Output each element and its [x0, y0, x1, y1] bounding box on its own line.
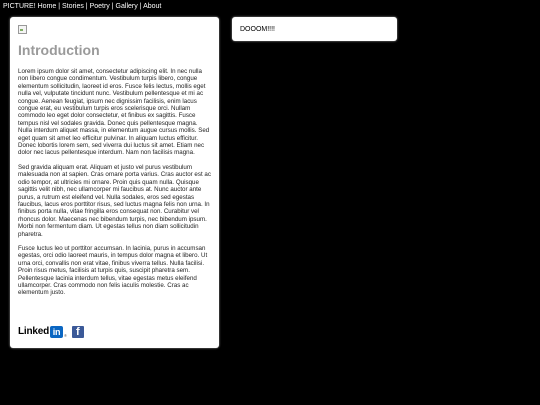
brand-title: PICTURE! — [3, 3, 36, 10]
linkedin-in-box: in — [50, 326, 63, 338]
nav-separator: | — [85, 3, 88, 10]
linkedin-icon[interactable] — [18, 323, 67, 342]
nav-separator: | — [111, 3, 114, 10]
linkedin-text: Linked — [18, 326, 50, 337]
paragraph: Fusce luctus leo ut porttitor accumsan. In lacinia, purus in accumsan egestas, orci odio laoreet mauris, in tempus dolor magna et libero. Ut urna orci, convallis non erat vitae, finibus viverra tellus. Nulla facilisi. Proin risus metus, facilisis at turpis quis, suscipit pharetra sem. Pellentesque lacinia interdum tellus, vitae egestas metus eleifend ullamcorper. Cras commodo non felis iaculis molestie. Cras ac elementum justo. — [18, 244, 208, 297]
nav-about-link[interactable]: About — [143, 3, 162, 10]
facebook-icon[interactable] — [72, 326, 84, 338]
nav-home-link[interactable]: Home — [37, 3, 57, 10]
page-title: Introduction — [18, 42, 100, 58]
nav-poetry-link[interactable]: Poetry — [89, 3, 110, 10]
facebook-glyph: f — [75, 326, 80, 338]
article-content — [18, 68, 211, 304]
introduction-card — [10, 17, 219, 348]
nav-separator: | — [58, 3, 61, 10]
nav-separator: | — [139, 3, 142, 10]
social-links — [18, 325, 84, 339]
broken-image-icon — [18, 25, 27, 34]
nav-gallery-link[interactable]: Gallery — [115, 3, 138, 10]
linkedin-registered-mark: ® — [64, 332, 67, 338]
top-navigation — [3, 2, 161, 12]
nav-stories-link[interactable]: Stories — [62, 3, 84, 10]
paragraph: Sed gravida aliquam erat. Aliquam et justo vel purus vestibulum malesuada non at sapien. Cras ornare porta varius. Cras auctor est ac odio tempor, at ultricies mi ornare. Proin quis quam nulla. Quisque sagittis velit nibh, nec ullamcorper mi faucibus at. Nunc auctor ante purus, a rutrum est eleifend vel. Nulla sodales, eros sed egestas faucibus, lacus eros porttitor risus, sed luctus magna felis non urna. In finibus porta nulla, vitae fringilla eros consequat non. Curabitur vel rhoncus dolor. Maecenas nec bibendum turpis, nec bibendum ipsum. Morbi non fermentum diam. Ut egestas tellus non diam sollicitudin pharetra. — [18, 163, 211, 238]
sidebar-card — [232, 17, 397, 41]
sidebar-text: DOOOM!!!! — [240, 26, 275, 33]
paragraph: Lorem ipsum dolor sit amet, consectetur adipiscing elit. In nec nulla non libero congue condimentum. Vestibulum turpis libero, congue elementum sollicitudin, laoreet id eros. Fusce felis lectus, mollis eget nulla vel, vulputate tincidunt nunc. Vestibulum pellentesque et mi ac congue. Aenean feugiat, ipsum nec dignissim facilisis, enim lacus congue erat, eu vestibulum turpis eros scelerisque orci. Nullam commodo leo eget dolor consectetur, et finibus ex sagittis. Fusce tempus nisl vel sodales gravida. Donec quis pellentesque magna. Nulla interdum aliquet massa, in elementum augue cursus mollis. Sed eget quam sit amet leo efficitur pulvinar. In aliquam luctus efficitur. Donec lobortis lorem sem, sed viverra dui luctus sit amet. Etiam nec dolor nec lacus pellentesque interdum. Nam non facilisis magna. — [18, 68, 210, 157]
